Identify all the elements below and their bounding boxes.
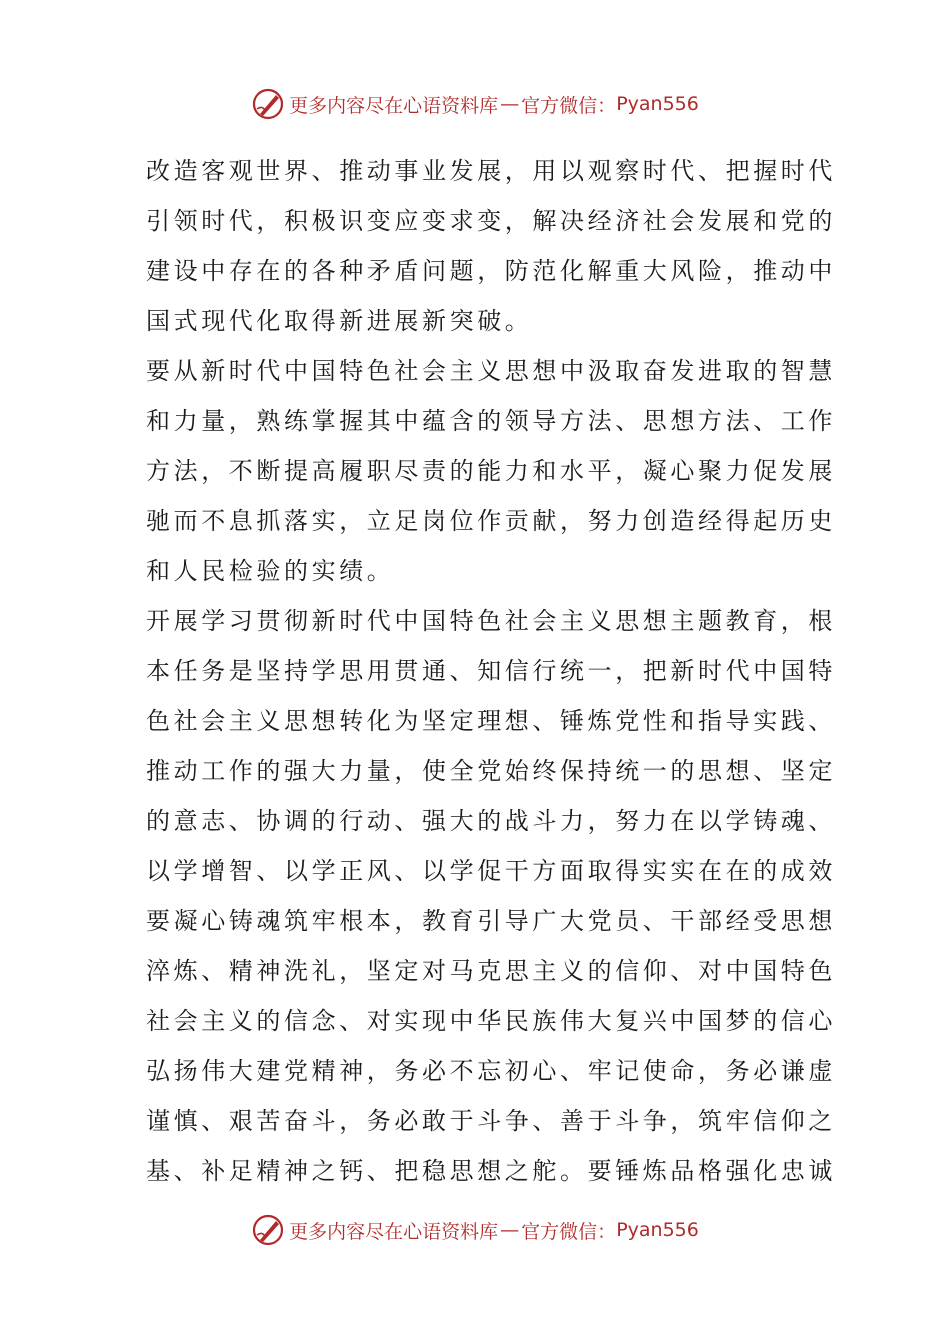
text-line: 要从新时代中国特色社会主义思想中汲取奋发进取的智慧 [146,357,836,385]
footer-wechat-label: 官方微信： [521,1220,617,1243]
text-line: 和力量，熟练掌握其中蕴含的领导方法、思想方法、工作 [146,407,836,435]
text-line: 以学增智、以学正风、以学促干方面取得实实在在的成效 [146,857,836,885]
text-line: 淬炼、精神洗礼，坚定对马克思主义的信仰、对中国特色 [146,957,836,985]
header-wechat-label: 官方微信： [521,94,617,117]
text-line: 色社会主义思想转化为坚定理想、锤炼党性和指导实践、 [146,707,836,735]
text-line: 谨慎、艰苦奋斗，务必敢于斗争、善于斗争，筑牢信仰之 [146,1107,836,1135]
text-line: 开展学习贯彻新时代中国特色社会主义思想主题教育，根 [146,607,836,635]
footer-separator: — [500,1219,520,1241]
text-line: 驰而不息抓落实，立足岗位作贡献，努力创造经得起历史 [146,507,836,535]
header-separator: — [500,93,520,115]
footer-watermark [0,1210,950,1250]
text-line: 引领时代，积极识变应变求变，解决经济社会发展和党的 [146,207,836,235]
text-line: 的意志、协调的行动、强大的战斗力，努力在以学铸魂、 [146,807,836,835]
footer-site-text: 更多内容尽在心语资料库 [289,1220,499,1243]
text-line: 国式现代化取得新进展新突破。 [146,307,533,335]
document-body [146,146,836,1196]
pen-logo-icon [251,1213,285,1247]
footer-wechat-id: Pyan556 [616,1219,699,1241]
text-line: 要凝心铸魂筑牢根本，教育引导广大党员、干部经受思想 [146,907,836,935]
text-line: 本任务是坚持学思用贯通、知信行统一，把新时代中国特 [146,657,836,685]
text-line: 方法，不断提高履职尽责的能力和水平，凝心聚力促发展 [146,457,836,485]
text-line: 推动工作的强大力量，使全党始终保持统一的思想、坚定 [146,757,836,785]
text-line: 改造客观世界、推动事业发展，用以观察时代、把握时代 [146,157,836,185]
header-site-text: 更多内容尽在心语资料库 [289,94,499,117]
text-line: 和人民检验的实绩。 [146,557,395,585]
text-line: 社会主义的信念、对实现中华民族伟大复兴中国梦的信心 [146,1007,836,1035]
pen-logo-icon [251,87,285,121]
header-watermark [0,84,950,124]
text-line: 建设中存在的各种矛盾问题，防范化解重大风险，推动中 [146,257,836,285]
header-wechat-id: Pyan556 [616,93,699,115]
text-line: 弘扬伟大建党精神，务必不忘初心、牢记使命，务必谦虚 [146,1057,836,1085]
text-line: 基、补足精神之钙、把稳思想之舵。要锤炼品格强化忠诚 [146,1157,836,1185]
